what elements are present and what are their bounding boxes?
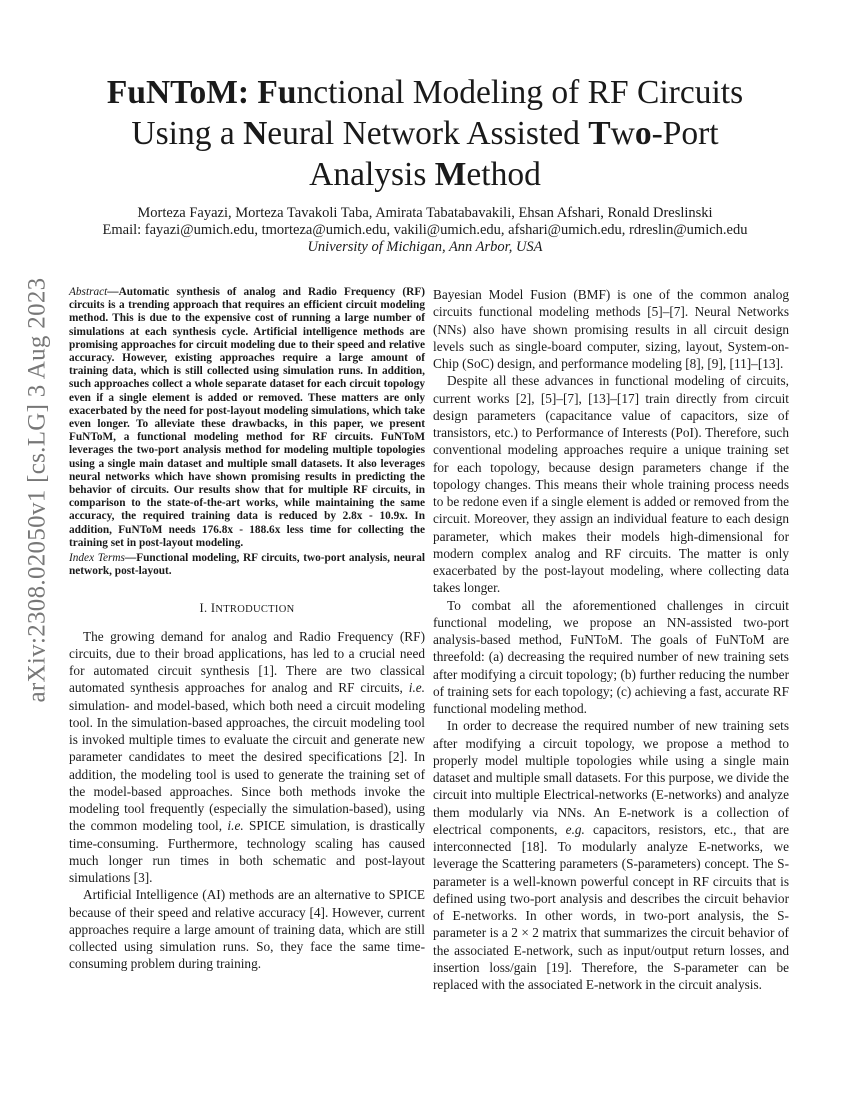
abstract <box>69 286 425 550</box>
author-emails: Email: fayazi@umich.edu, tmorteza@umich.edu, vakili@umich.edu, afshari@umich.edu, rdreslin@umich.edu <box>102 222 748 238</box>
body-paragraph: Bayesian Model Fusion (BMF) is one of the common analog circuits functional modeling methods [5]–[7]. Neural Networks (NNs) also have shown promising results in all circuit design levels such as single-board computer, sizing, layout, System-on-Chip (SoC) design, and performance modeling [8], [9], [11]–[13]. <box>433 287 789 371</box>
index-terms <box>69 552 425 578</box>
left-body <box>69 628 425 973</box>
right-body <box>433 286 789 993</box>
body-paragraph: Artificial Intelligence (AI) methods are an alternative to SPICE because of their speed and relative accuracy [4]. However, current approaches require a large amount of training data, which are still collected using simulation runs. So, they face the same time-consuming problem during training. <box>69 887 425 972</box>
abstract-label: Abstract <box>69 286 108 298</box>
title-run: N <box>243 115 268 152</box>
title-run: M <box>434 156 467 193</box>
author-names: Morteza Fayazi, Morteza Tavakoli Taba, Amirata Tabatabavakili, Ehsan Afshari, Ronald Dreslinski <box>137 205 713 221</box>
title-run: Fu <box>257 74 297 111</box>
title-run: eural Network Assisted <box>267 115 589 152</box>
left-column <box>69 286 425 973</box>
section-heading-introduction: I. INTRODUCTION <box>199 601 295 616</box>
title-line-1 <box>60 72 790 113</box>
index-terms-text: —Functional modeling, RF circuits, two-port analysis, neural network, post-layout. <box>69 552 425 578</box>
body-paragraph: To combat all the aforementioned challenges in circuit functional modeling, we propose an NN-assisted two-port analysis-based method, FuNToM. The goals of FuNToM are threefold: (a) decreasing the required number of new training sets after modifying a circuit topology; (b) further reducing the number of training sets for each topology; (c) achieving a fast, accurate RF functional modeling method. <box>433 597 789 716</box>
title-run: FuNToM: <box>106 74 249 111</box>
title-run: Using a <box>131 115 244 152</box>
abstract-text: —Automatic synthesis of analog and Radio Frequency (RF) circuits is a trending approach that requires an efficient circuit modeling method. This is due to the expensive cost of running a large number of simulations at each synthesis cycle. Artificial intelligence methods are promising approaches for circuit modeling due to their speed and relative accuracy. However, existing approaches require a large amount of training data, which is still collected using simulation runs. In addition, such approaches collect a whole separate dataset for each circuit topology even if a single element is added or removed. These matters are only exacerbated by the need for post-layout modeling simulations, which take even longer. To alleviate these drawbacks, in this paper, we present FuNToM, a functional modeling method for RF circuits. FuNToM leverages the two-port analysis method for modeling multiple topologies using a single main dataset and multiple small datasets. It also leverages neural networks which have shown promising results in predicting the behavior of circuits. Our results show that for multiple RF circuits, in comparison to the state-of-the-art works, while maintaining the same accuracy, the required training data is reduced by 2.8x - 10.9x. In addition, FuNToM needs 176.8x - 188.6x less time for collecting the training set in post-layout modeling. <box>69 286 425 549</box>
title-line-3 <box>60 154 790 195</box>
title-run: T <box>588 115 611 152</box>
title-run: ethod <box>466 156 541 193</box>
body-paragraph: In order to decrease the required number of new training sets after modifying a circuit topology, we propose a method to properly model multiple topologies while using a single main dataset and multiple small datasets. For this purpose, we divide the circuit into multiple Electrical-networks (E-networks) and analyze them modularly via NNs. An E-network is a collection of electrical components, e.g. capacitors, resistors, etc., that are interconnected [18]. To modularly analyze E-networks, we leverage the Scattering parameters (S-parameters) concept. The S-parameter is a well-known powerful concept in RF circuits that is defined using two-port analysis and describes the circuit behavior of E-networks. In other words, in two-port analysis, the S-parameter is a 2 × 2 matrix that summarizes the circuit behavior of the associated E-network, such as input/output return losses, and insertion loss/gain [19]. Therefore, the S-parameter can be replaced with the associated E-network in the circuit analysis. <box>433 718 789 992</box>
author-block <box>60 205 790 256</box>
index-terms-label: Index Terms <box>69 552 125 565</box>
body-paragraph: Despite all these advances in functional modeling of circuits, current works [2], [5]–[7], [13]–[17] train directly from circuit design parameters (capacitance value of capacitors, size of transistors, etc.) to Performance of Interests (PoI). Therefore, such conventional modeling approaches require a unique training set for each topology, because design parameters change if the topology changes. This means their whole training process needs to be redone even if a single element is added or removed from the circuit. Moreover, they assign an individual feature to each design parameter, which makes their models high-dimensional for modern complex analog and RF circuits. The matter is only exacerbated by the post-layout modeling, where collecting data takes longer. <box>433 373 789 596</box>
arxiv-stamp <box>2 277 72 703</box>
title-run: Analysis <box>309 156 435 193</box>
title-run: -Port <box>651 115 719 152</box>
body-paragraph: The growing demand for analog and Radio Frequency (RF) circuits, due to their broad applications, has led to a crucial need for automated circuit synthesis [1]. There are two classical automated synthesis approaches for analog and RF circuits, i.e. simulation- and model-based, which both need a circuit modeling tool. In the simulation-based approaches, the circuit modeling tool is invoked multiple times to evaluate the circuit and generate new parameter candidates to meet the desired specifications [2]. In addition, the modeling tool is used to generate the training set of the model-based approaches. Since both methods invoke the modeling tool frequently (especially the simulation-based), using the common modeling tool, i.e. SPICE simulation, is drastically time-consuming. Furthermore, technology scaling has caused much longer run times in both schematic and post-layout simulations [3]. <box>69 628 425 886</box>
title-run: nctional Modeling of RF Circuits <box>296 74 744 111</box>
paper-title <box>60 72 790 195</box>
arxiv-stamp-text: arXiv:2308.02050v1 [cs.LG] 3 Aug 2023 <box>23 277 51 703</box>
right-column <box>433 286 789 993</box>
title-run: o <box>634 115 652 152</box>
title-run: w <box>610 115 635 152</box>
author-affiliation: University of Michigan, Ann Arbor, USA <box>307 239 543 255</box>
title-line-2 <box>60 113 790 154</box>
